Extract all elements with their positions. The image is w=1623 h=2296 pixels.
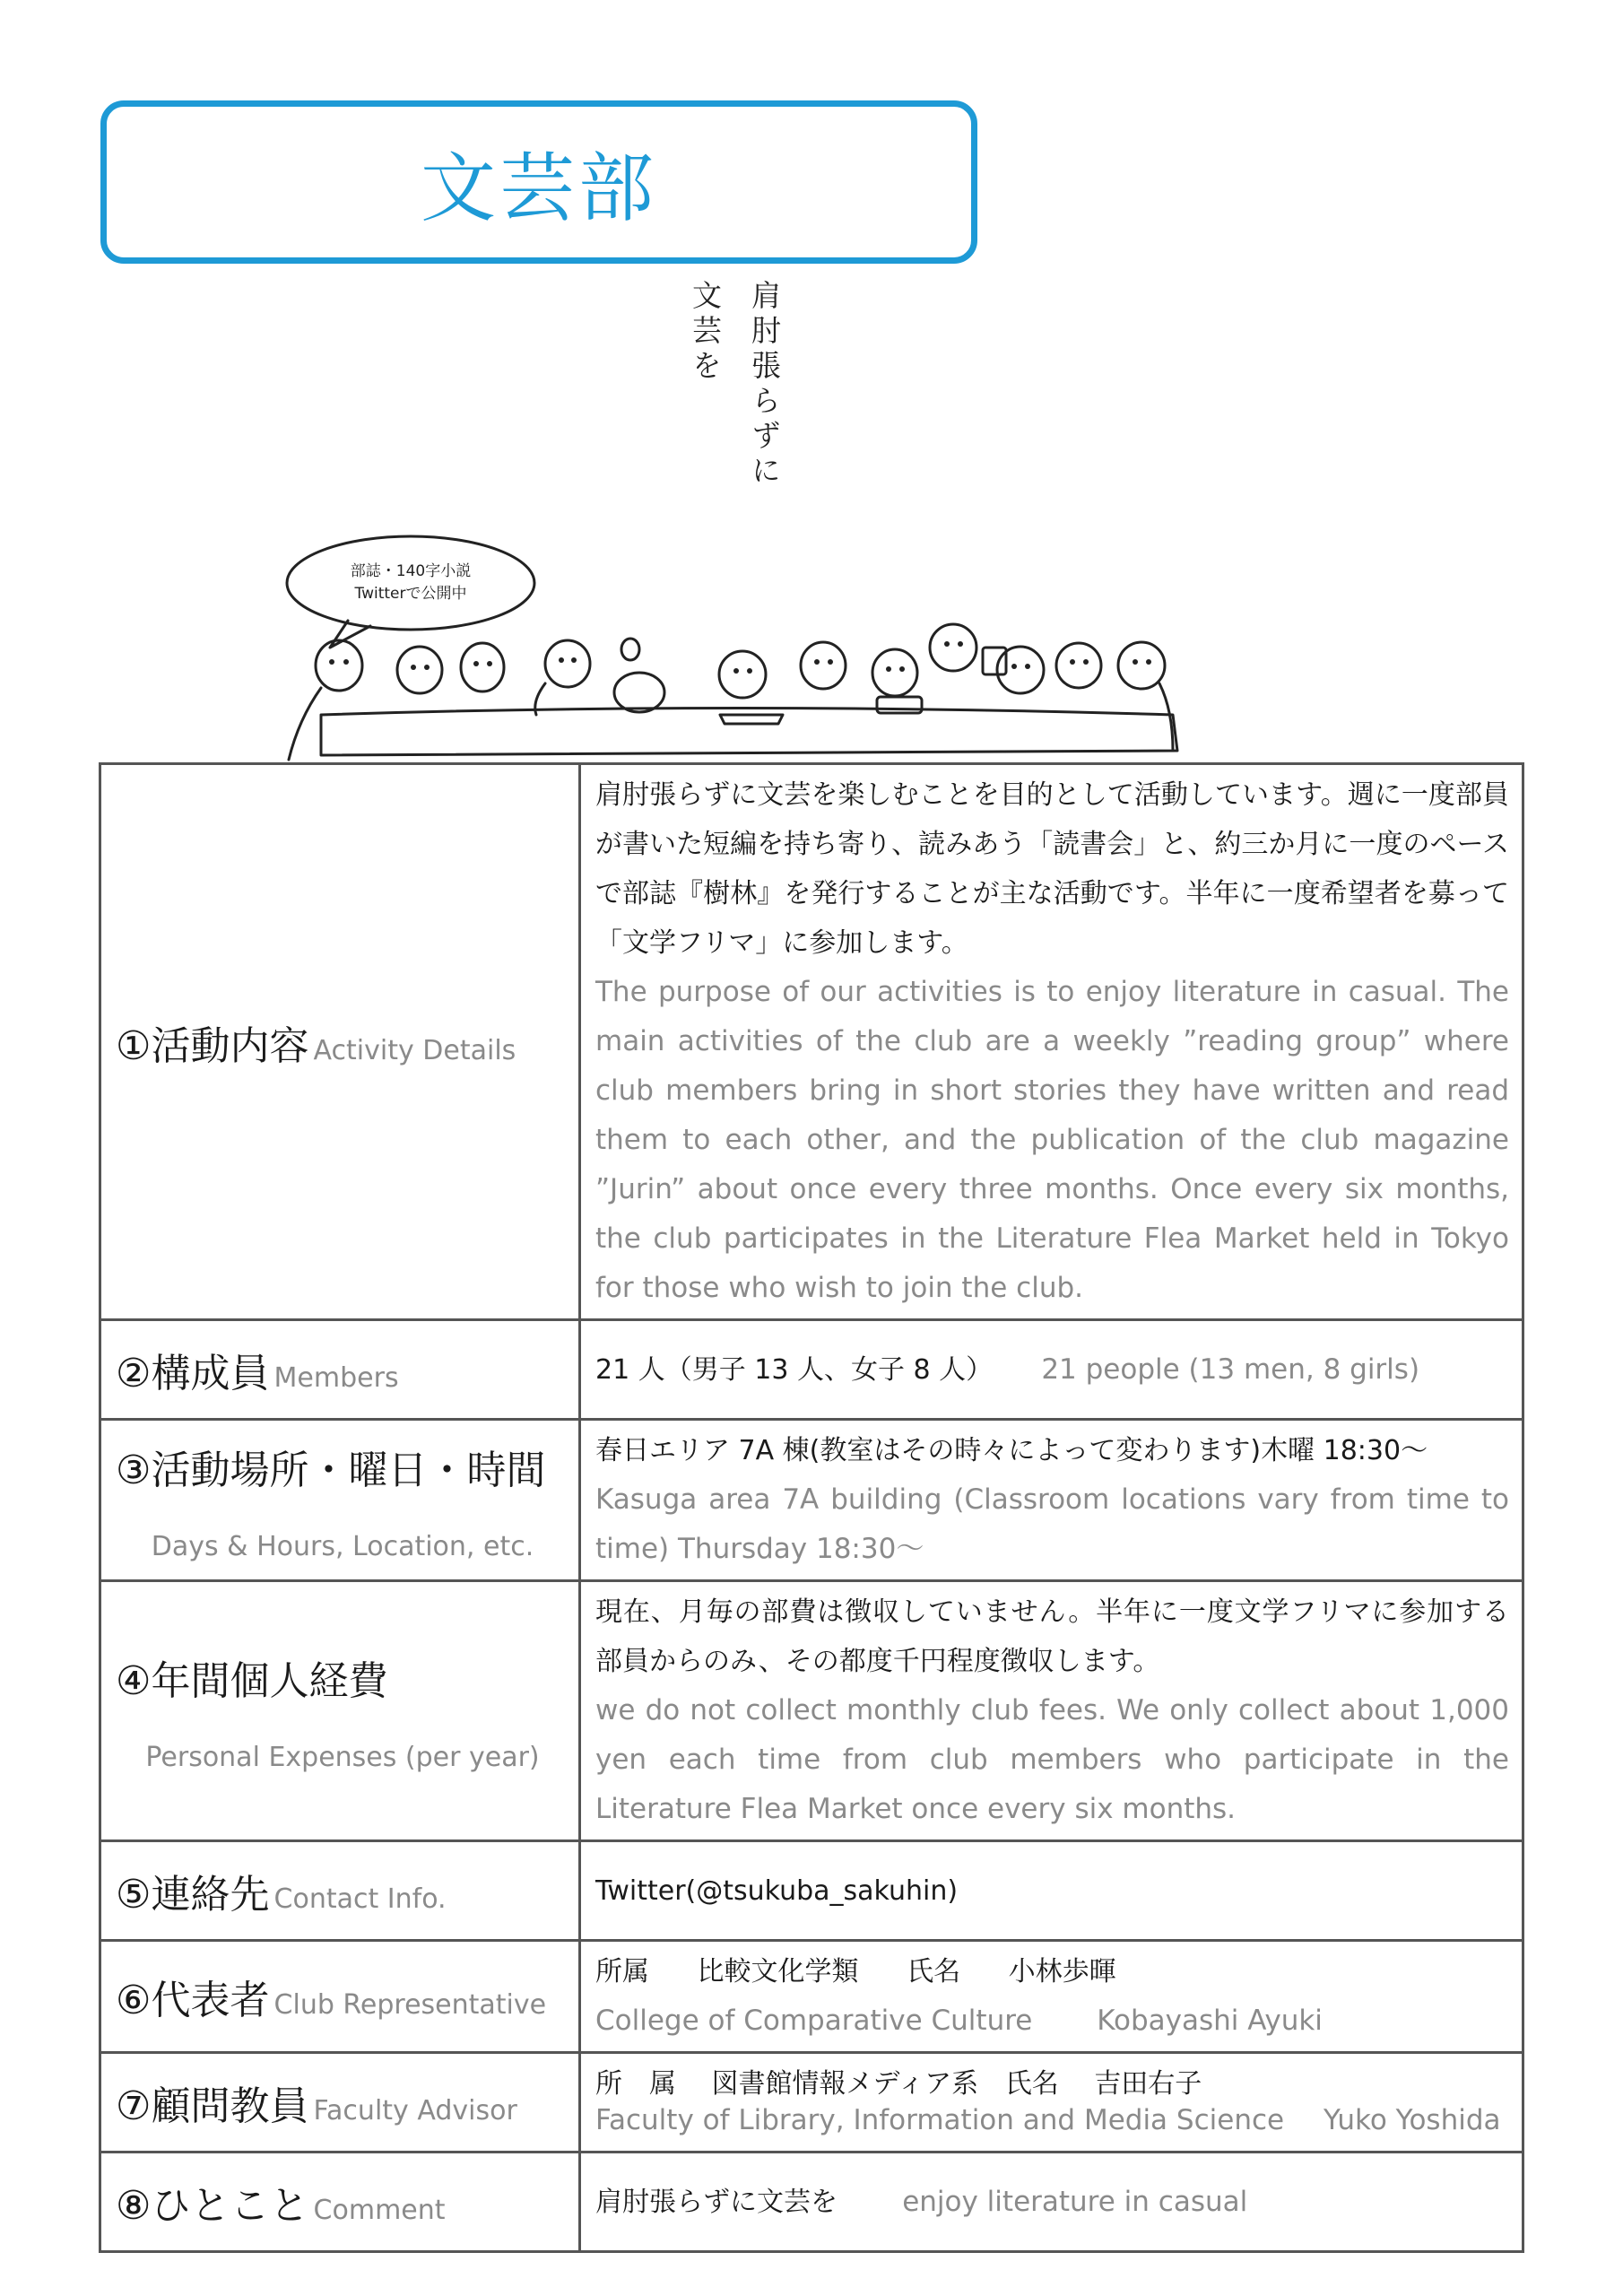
jp-label: ③活動場所・曜日・時間 (116, 1448, 546, 1493)
value-cell (580, 764, 1523, 1320)
label-cell (100, 1420, 580, 1581)
jp-text: 肩肘張らずに文芸を楽しむことを目的として活動しています。週に一度部員が書いた短編を持ち寄り、読みあう「読書会」と、約三か月に一度のペースで部誌『樹林』を発行することが主な活動です。半年に一度希望者を募って「文学フリマ」に参加します。 (595, 779, 1509, 959)
club-illustration (285, 531, 1200, 773)
name-label: 氏名 (907, 1956, 961, 1987)
en-text: The purpose of our activities is to enjoy literature in casual. The main activities of the club are a weekly ”reading group” where club members bring in short stories they have written and read them to each other, and the publication of the club magazine ”Jurin” about once every three months. Once every six months, the club participates in the Literature Flea Market held in Tokyo for those who wish to join the club. (595, 976, 1509, 1304)
jp-label: ⑦顧問教員 (116, 2083, 309, 2129)
label-cell (100, 1841, 580, 1941)
title-box (100, 100, 977, 264)
bubble-text-line-2: Twitterで公開中 (354, 585, 467, 603)
row-location-time (100, 1420, 1523, 1581)
en-name: Kobayashi Ayuki (1097, 2005, 1323, 2037)
en-label: Contact Info. (273, 1883, 447, 1915)
page-title: 文芸部 (420, 144, 657, 232)
jp-label: ①活動内容 (116, 1022, 309, 1069)
label-cell (100, 1581, 580, 1841)
row-faculty-advisor (100, 2053, 1523, 2152)
label-cell (100, 2152, 580, 2252)
row-activity-details (100, 764, 1523, 1320)
jp-text: 春日エリア 7A 棟(教室はその時々によって変わります)木曜 18:30～ (595, 1435, 1428, 1466)
jp-label: ⑥代表者 (116, 1978, 270, 2023)
affiliation-value: 図書館情報メディア系 (711, 2068, 979, 2100)
slogan-column-2: 文芸を (688, 280, 723, 385)
en-text: enjoy literature in casual (902, 2185, 1248, 2218)
name-label: 氏名 (1004, 2068, 1059, 2100)
en-label: Members (273, 1362, 399, 1394)
value-cell (580, 1420, 1523, 1581)
en-label: Faculty Advisor (313, 2095, 517, 2126)
people (289, 624, 1173, 760)
label-cell (100, 1941, 580, 2053)
contact-link[interactable]: Twitter(@tsukuba_sakuhin) (595, 1874, 959, 1907)
en-text: 21 people (13 men, 8 girls) (1041, 1352, 1420, 1386)
en-college: College of Comparative Culture (595, 2005, 1033, 2037)
slogan-column-1: 肩肘張らずに (747, 280, 782, 490)
en-label: Club Representative (273, 1989, 547, 2021)
en-name: Yuko Yoshida (1323, 2104, 1501, 2136)
value-cell (580, 1841, 1523, 1941)
jp-text: 肩肘張らずに文芸を (595, 2186, 838, 2218)
value-cell (580, 2152, 1523, 2252)
value-cell (580, 1320, 1523, 1420)
en-label: Activity Details (313, 1034, 516, 1066)
jp-label: ④年間個人経費 (116, 1658, 388, 1704)
row-representative (100, 1941, 1523, 2053)
en-college: Faculty of Library, Information and Media Science (595, 2104, 1285, 2136)
jp-label: ⑧ひとこと (116, 2183, 309, 2229)
speech-bubble (287, 536, 534, 630)
en-label: Comment (313, 2195, 446, 2226)
label-cell (100, 764, 580, 1320)
name-value: 小林歩暉 (1008, 1956, 1116, 1987)
value-cell (580, 1941, 1523, 2053)
en-text: we do not collect monthly club fees. We only collect about 1,000 yen each time from club members who participate in the Literature Flea Market once every six months. (595, 1694, 1509, 1825)
club-info-table (99, 762, 1524, 2253)
jp-text: 現在、月毎の部費は徴収していません。半年に一度文学フリマに参加する部員からのみ、その都度千円程度徴収します。 (595, 1596, 1509, 1677)
row-members (100, 1320, 1523, 1420)
row-expenses (100, 1581, 1523, 1841)
affiliation-label: 所属 (595, 1956, 649, 1987)
jp-label: ②構成員 (116, 1351, 270, 1396)
name-value: 吉田右子 (1094, 2068, 1202, 2100)
label-cell (100, 2053, 580, 2152)
row-contact (100, 1841, 1523, 1941)
affiliation-label: 所 属 (595, 2068, 676, 2100)
jp-text: 21 人（男子 13 人、女子 8 人） (595, 1353, 994, 1386)
en-label: Days & Hours, Location, etc. (151, 1531, 534, 1562)
value-cell (580, 2053, 1523, 2152)
value-cell (580, 1581, 1523, 1841)
en-label: Personal Expenses (per year) (145, 1742, 540, 1773)
label-cell (100, 1320, 580, 1420)
jp-label: ⑤連絡先 (116, 1872, 270, 1918)
row-comment (100, 2152, 1523, 2252)
en-text: Kasuga area 7A building (Classroom locations vary from time to time) Thursday 18:30～ (595, 1483, 1509, 1565)
bubble-text-line-1: 部誌・140字小説 (350, 562, 472, 580)
affiliation-value: 比較文化学類 (697, 1956, 859, 1987)
